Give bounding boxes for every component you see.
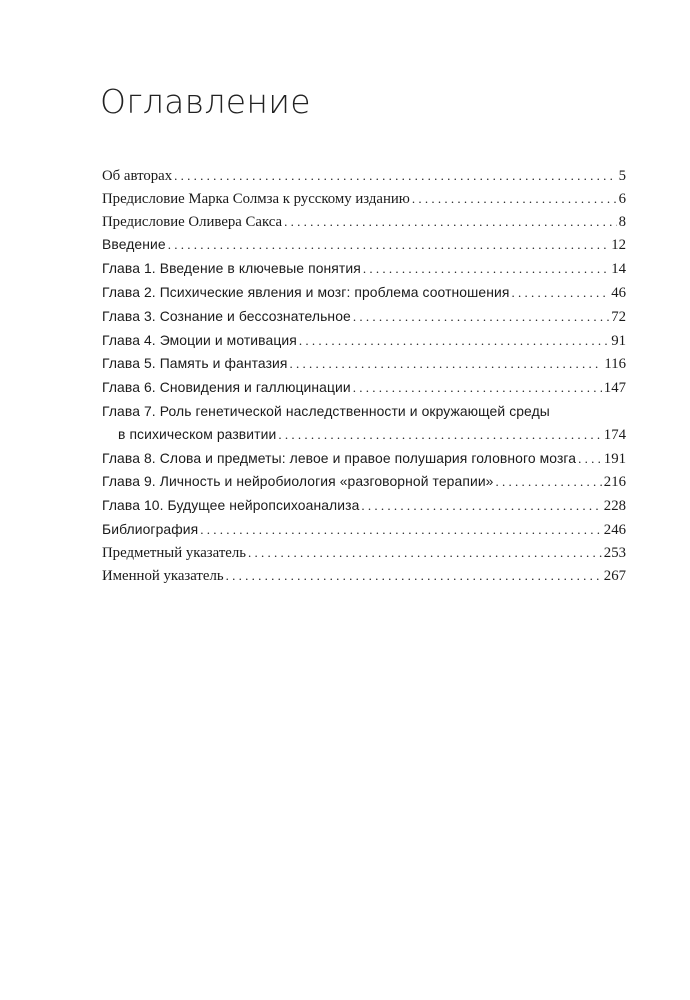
toc-entry-title: Об авторах [102, 168, 173, 184]
toc-entry-page: 5 [618, 168, 626, 184]
toc-entry-page: 147 [603, 380, 626, 397]
toc-entry-page: 6 [618, 190, 626, 207]
toc-entry-title: Глава 2. Психические явления и мозг: проблема соотношения [102, 283, 510, 300]
toc-entry-bibliography[interactable] [102, 518, 626, 542]
toc-entry-chapter-7[interactable] [102, 400, 626, 447]
toc-leader-dots [290, 353, 603, 376]
toc-entry-title: Глава 5. Память и фантазия [102, 355, 288, 372]
toc-entry-solms-preface[interactable] [102, 188, 626, 211]
table-of-contents [102, 165, 626, 587]
toc-leader-dots [278, 424, 601, 447]
toc-entry-page: 72 [611, 308, 626, 325]
toc-leader-dots [168, 234, 610, 257]
toc-entry-chapter-4[interactable] [102, 329, 626, 353]
toc-entry-page: 228 [603, 498, 626, 515]
toc-entry-page: 116 [604, 356, 626, 373]
toc-entry-page: 253 [603, 544, 626, 561]
toc-entry-chapter-10[interactable] [102, 494, 626, 518]
toc-entry-page: 91 [611, 332, 626, 349]
toc-entry-page: 8 [618, 213, 626, 230]
toc-entry-title-line2: в психическом развитии [118, 425, 277, 442]
toc-entry-chapter-6[interactable] [102, 376, 626, 400]
toc-entry-title: Глава 4. Эмоции и мотивация [102, 331, 297, 348]
toc-entry-title: Глава 1. Введение в ключевые понятия [102, 260, 361, 277]
toc-entry-title: Библиография [102, 520, 199, 537]
toc-entry-chapter-9[interactable] [102, 470, 626, 494]
toc-entry-page: 174 [603, 426, 626, 443]
toc-entry-page: 191 [603, 450, 626, 467]
toc-entry-title: Предметный указатель [102, 544, 246, 561]
toc-leader-dots [412, 188, 617, 211]
toc-entry-chapter-3[interactable] [102, 305, 626, 329]
page-title: Оглавление [100, 82, 311, 121]
toc-entry-page: 216 [603, 474, 626, 491]
toc-leader-dots [174, 165, 616, 188]
toc-entry-title: Именной указатель [102, 567, 224, 584]
toc-entry-title: Введение [102, 236, 166, 253]
toc-leader-dots [496, 471, 602, 494]
toc-leader-dots [353, 306, 609, 329]
toc-leader-dots [578, 448, 602, 471]
toc-entry-page: 12 [611, 237, 626, 254]
toc-entry-title: Глава 9. Личность и нейробиология «разговорной терапии» [102, 473, 494, 490]
toc-entry-about-authors[interactable] [102, 165, 626, 188]
toc-leader-dots [248, 542, 602, 565]
toc-entry-page: 46 [611, 284, 626, 301]
toc-entry-chapter-5[interactable] [102, 352, 626, 376]
toc-entry-introduction[interactable] [102, 233, 626, 257]
toc-entry-chapter-1[interactable] [102, 257, 626, 281]
toc-leader-dots [361, 495, 601, 518]
toc-entry-page: 267 [603, 567, 626, 584]
toc-entry-title: Предисловие Марка Солмза к русскому изданию [102, 190, 410, 207]
toc-leader-dots [200, 519, 602, 542]
toc-leader-dots [511, 282, 609, 305]
toc-entry-title: Глава 3. Сознание и бессознательное [102, 307, 351, 324]
toc-entry-sacks-preface[interactable] [102, 211, 626, 234]
toc-entry-page: 246 [603, 521, 626, 538]
toc-entry-title: Предисловие Оливера Сакса [102, 213, 283, 230]
toc-entry-title: Глава 6. Сновидения и галлюцинации [102, 379, 351, 396]
toc-leader-dots [299, 330, 609, 353]
toc-entry-chapter-2[interactable] [102, 281, 626, 305]
toc-entry-page: 14 [611, 261, 626, 278]
toc-entry-title: Глава 8. Слова и предметы: левое и правое полушария головного мозга [102, 449, 577, 466]
toc-entry-name-index[interactable] [102, 565, 626, 588]
toc-entry-chapter-8[interactable] [102, 447, 626, 471]
toc-entry-subject-index[interactable] [102, 542, 626, 565]
toc-leader-dots [363, 258, 609, 281]
toc-leader-dots [226, 565, 602, 588]
toc-leader-dots [353, 377, 602, 400]
toc-leader-dots [284, 211, 616, 234]
toc-entry-title: Глава 10. Будущее нейропсихоанализа [102, 497, 360, 514]
toc-entry-title-line1: Глава 7. Роль генетической наследственности и окружающей среды [102, 402, 550, 419]
